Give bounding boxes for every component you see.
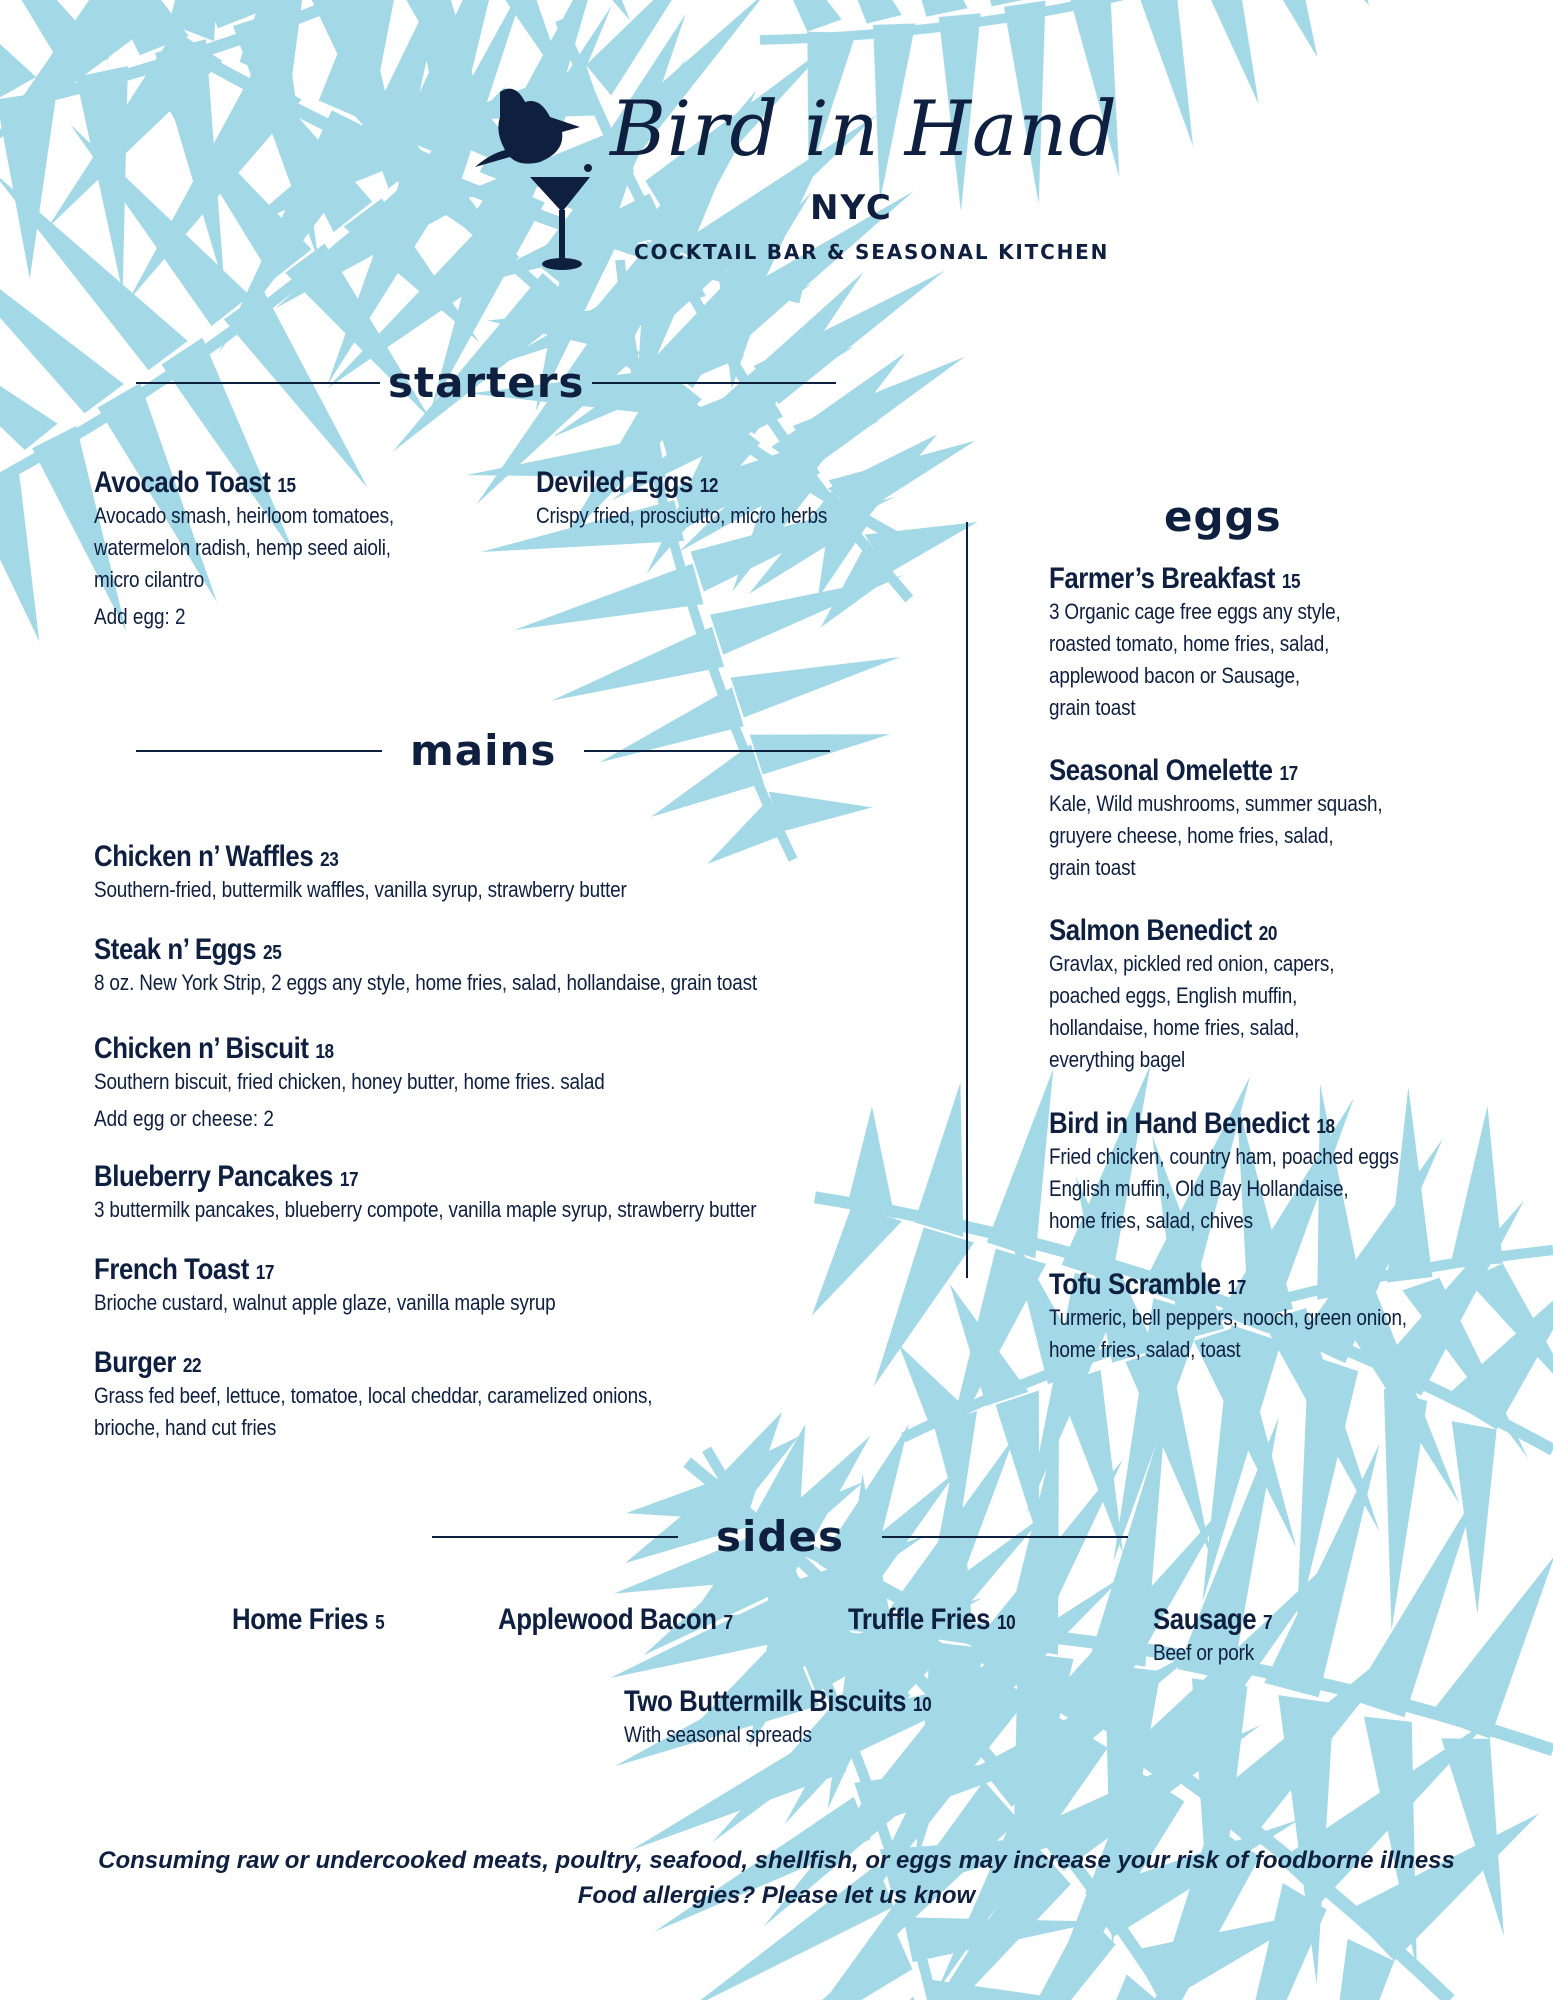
item-price: 22 (182, 1355, 202, 1377)
item-price: 17 (1279, 763, 1298, 785)
side-item-applewood-bacon (498, 1603, 771, 1637)
section-title-sides: sides (716, 1512, 844, 1561)
heading-rule-right (592, 382, 836, 384)
heading-rule-left (432, 1536, 678, 1538)
heading-rule-right (882, 1536, 1128, 1538)
heading-rule-left (136, 382, 380, 384)
item-name: Steak n’ Eggs 25 (94, 933, 282, 966)
item-name: Chicken n’ Waffles 23 (94, 840, 339, 873)
item-price: 25 (263, 942, 282, 964)
menu-item-farmers-breakfast (1049, 562, 1388, 724)
menu-item-deviled-eggs (536, 466, 875, 532)
item-description: 3 Organic cage free eggs any style, roasted tomato, home fries, salad, applewood bacon or Sausage, grain toast (1049, 599, 1341, 720)
item-name: Bird in Hand Benedict 18 (1049, 1107, 1335, 1140)
item-description: 8 oz. New York Strip, 2 eggs any style, home fries, salad, hollandaise, grain toast (94, 970, 758, 995)
menu-item-chicken-n-waffles (94, 840, 713, 906)
item-price: 15 (277, 475, 296, 497)
item-description: 3 buttermilk pancakes, blueberry compote, vanilla maple syrup, strawberry butter (94, 1197, 757, 1222)
item-name: Truffle Fries 10 (848, 1603, 1016, 1636)
item-name: Tofu Scramble 17 (1049, 1268, 1246, 1301)
item-description: Grass fed beef, lettuce, tomatoe, local cheddar, caramelized onions, brioche, hand cut fries (94, 1383, 653, 1440)
menu-item-blueberry-pancakes (94, 1160, 864, 1226)
item-price: 7 (723, 1612, 733, 1634)
starters-heading (136, 358, 836, 407)
side-item-truffle-fries (848, 1603, 1042, 1637)
menu-item-steak-n-eggs (94, 933, 865, 999)
menu-item-salmon-benedict (1049, 914, 1381, 1076)
menu-item-seasonal-omelette (1049, 754, 1437, 884)
menu-item-tofu-scramble (1049, 1268, 1465, 1366)
side-item-sausage (1153, 1603, 1292, 1669)
item-name: Avocado Toast 15 (94, 466, 296, 499)
sides-heading (432, 1512, 1128, 1561)
item-description: Fried chicken, country ham, poached eggs English muffin, Old Bay Hollandaise, home fries, salad, chives (1049, 1144, 1399, 1233)
item-price: 17 (255, 1262, 275, 1284)
item-name: French Toast 17 (94, 1253, 275, 1286)
item-price: 5 (375, 1612, 385, 1634)
item-name: Burger 22 (94, 1346, 202, 1379)
item-price: 17 (1227, 1277, 1246, 1299)
item-description: Gravlax, pickled red onion, capers, poached eggs, English muffin, hollandaise, home fries, salad, everything bagel (1049, 951, 1335, 1072)
item-addon: Add egg: 2 (94, 604, 186, 629)
item-name: Chicken n’ Biscuit 18 (94, 1032, 334, 1065)
menu-item-chicken-n-biscuit (94, 1032, 688, 1136)
mains-heading (136, 726, 830, 775)
item-name: Home Fries 5 (232, 1603, 385, 1636)
allergy-notice: Food allergies? Please let us know (577, 1882, 976, 1909)
brand-name: Bird in Hand (610, 84, 1118, 173)
item-description: Kale, Wild mushrooms, summer squash, gruyere cheese, home fries, salad, grain toast (1049, 791, 1383, 880)
item-price: 23 (320, 849, 339, 871)
menu-item-burger (94, 1346, 743, 1444)
heading-rule-right (584, 750, 830, 752)
item-name: Blueberry Pancakes 17 (94, 1160, 359, 1193)
item-description: Beef or pork (1153, 1640, 1255, 1665)
item-name: Deviled Eggs 12 (536, 466, 719, 499)
item-description: Crispy fried, prosciutto, micro herbs (536, 503, 828, 528)
item-price: 20 (1258, 923, 1278, 945)
item-description: Avocado smash, heirloom tomatoes, watermelon radish, hemp seed aioli, micro cilantro (94, 503, 395, 592)
column-divider (966, 522, 968, 1278)
menu-item-french-toast (94, 1253, 631, 1319)
bird-cocktail-icon (470, 82, 630, 282)
food-safety-warning: Consuming raw or undercooked meats, poultry, seafood, shellfish, or eggs may increase your risk of foodborne illness (98, 1847, 1455, 1874)
menu-item-bird-in-hand-benedict (1049, 1107, 1456, 1237)
item-name: Salmon Benedict 20 (1049, 914, 1278, 947)
side-item-two-buttermilk-biscuits (624, 1685, 981, 1751)
item-price: 10 (912, 1694, 932, 1716)
item-name: Applewood Bacon 7 (498, 1603, 733, 1636)
section-title-starters: starters (388, 358, 585, 407)
brand-tagline: COCKTAIL BAR & SEASONAL KITCHEN (634, 240, 1110, 264)
side-item-home-fries (232, 1603, 409, 1637)
item-name: Farmer’s Breakfast 15 (1049, 562, 1301, 595)
item-description: Southern biscuit, fried chicken, honey butter, home fries. salad (94, 1069, 605, 1094)
item-price: 12 (699, 475, 719, 497)
section-title-eggs: eggs (1164, 492, 1282, 541)
item-price: 10 (996, 1612, 1016, 1634)
brand-city: NYC (810, 188, 893, 228)
item-description: Brioche custard, walnut apple glaze, vanilla maple syrup (94, 1290, 556, 1315)
item-price: 15 (1281, 571, 1301, 593)
item-price: 17 (339, 1169, 359, 1191)
item-description: Southern-fried, buttermilk waffles, vanilla syrup, strawberry butter (94, 877, 627, 902)
item-name: Two Buttermilk Biscuits 10 (624, 1685, 932, 1718)
item-price: 7 (1262, 1612, 1273, 1634)
item-name: Sausage 7 (1153, 1603, 1273, 1636)
heading-rule-left (136, 750, 382, 752)
item-addon: Add egg or cheese: 2 (94, 1106, 274, 1131)
menu-item-avocado-toast (94, 466, 443, 634)
item-description: With seasonal spreads (624, 1722, 812, 1747)
item-price: 18 (1316, 1116, 1335, 1138)
section-title-mains: mains (410, 726, 557, 775)
item-price: 18 (315, 1041, 334, 1063)
item-name: Seasonal Omelette 17 (1049, 754, 1298, 787)
item-description: Turmeric, bell peppers, nooch, green onion, home fries, salad, toast (1049, 1305, 1407, 1362)
brand-logo (470, 82, 1118, 282)
eggs-heading (1156, 492, 1290, 541)
